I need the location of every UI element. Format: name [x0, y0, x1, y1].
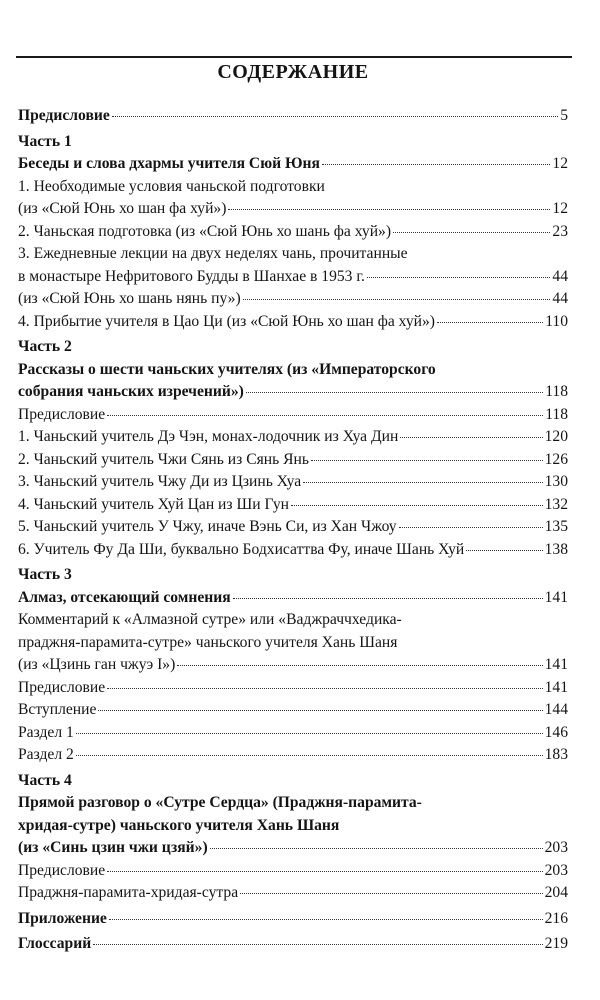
- toc-entry-text: Глоссарий: [18, 935, 92, 952]
- toc-title: СОДЕРЖАНИЕ: [217, 61, 369, 83]
- toc-entry-line: [18, 770, 568, 793]
- toc-page-number: 204: [544, 884, 568, 901]
- toc-entry-text: (из «Сюй Юнь хо шан фа хуй»): [18, 200, 227, 217]
- toc-entry: [18, 381, 568, 404]
- dot-leader: [303, 482, 542, 483]
- dot-leader: [393, 232, 550, 233]
- toc-entry: [18, 860, 568, 883]
- dot-leader: [246, 392, 543, 393]
- toc-entry-text: Вступление: [18, 701, 97, 718]
- dot-leader: [177, 665, 542, 666]
- toc-entry-line: [18, 632, 568, 655]
- toc-entry-text: 3. Чаньский учитель Чжу Ди из Цзинь Хуа: [18, 473, 302, 490]
- dot-leader: [243, 299, 551, 300]
- toc-entry: [18, 288, 568, 311]
- toc-page-number: 5: [560, 107, 568, 124]
- dot-leader: [98, 710, 542, 711]
- toc-page-number: 120: [544, 428, 568, 445]
- dot-leader: [93, 944, 542, 945]
- toc-entry: [18, 221, 568, 244]
- toc-page-number: 144: [544, 701, 568, 718]
- dot-leader: [233, 598, 543, 599]
- dot-leader: [322, 164, 550, 165]
- toc-entry: [18, 539, 568, 562]
- toc-entry-text: (из «Сюй Юнь хо шань нянь пу»): [18, 290, 241, 307]
- toc-page-number: 118: [545, 383, 568, 400]
- toc-entry-text: Предисловие: [18, 405, 106, 423]
- toc-list: [18, 105, 568, 956]
- toc-page-number: 118: [545, 405, 568, 423]
- toc-entry-text: Предисловие: [18, 678, 106, 696]
- dot-leader: [76, 755, 543, 756]
- toc-entry: [18, 722, 568, 745]
- dot-leader: [311, 460, 543, 461]
- toc-entry-text: Раздел 1: [18, 723, 74, 741]
- toc-entry-line: [18, 243, 568, 266]
- toc-entry-line: [18, 564, 568, 587]
- toc-entry: [18, 198, 568, 221]
- toc-entry: [18, 654, 568, 677]
- toc-entry-text: Предисловие: [18, 107, 110, 124]
- toc-entry: [18, 404, 568, 427]
- toc-entry-text: 4. Чаньский учитель Хуй Цан из Ши Гун: [18, 495, 290, 513]
- toc-page-number: 183: [544, 746, 568, 763]
- toc-entry-text: Комментарий к «Алмазной сутре» или «Ваджраччхедика-: [18, 611, 402, 628]
- dot-leader: [399, 527, 543, 528]
- toc-entry: [18, 426, 568, 449]
- toc-page-number: 138: [544, 540, 568, 558]
- toc-page-number: 219: [544, 935, 568, 952]
- toc-entry-text: Приложение: [18, 909, 107, 927]
- toc-page-number: 12: [552, 155, 568, 172]
- toc-entry: [18, 153, 568, 176]
- toc-page-number: 141: [544, 588, 568, 606]
- dot-leader: [107, 415, 543, 416]
- dot-leader: [367, 277, 551, 278]
- dot-leader: [112, 116, 558, 117]
- toc-entry: [18, 587, 568, 610]
- dot-leader: [76, 733, 543, 734]
- toc-entry: [18, 449, 568, 472]
- toc-entry-text: Алмаз, отсекающий сомнения: [18, 588, 231, 606]
- toc-page-number: 203: [544, 839, 568, 856]
- toc-entry: [18, 677, 568, 700]
- toc-page-number: 216: [544, 909, 568, 927]
- toc-entry-text: 1. Чаньский учитель Дэ Чэн, монах-лодочник из Хуа Дин: [18, 428, 399, 445]
- toc-entry-text: Прямой разговор о «Сутре Сердца» (Праджня-парамита-: [18, 794, 422, 811]
- toc-entry-text: Часть 3: [18, 566, 72, 583]
- toc-entry-text: 4. Прибытие учителя в Цао Ци (из «Сюй Юнь хо шан фа хуй»): [18, 312, 436, 330]
- toc-entry-text: праджня-парамита-сутре» чаньского учителя Хань Шаня: [18, 633, 398, 651]
- toc-entry-text: (из «Цзинь ган чжуэ I»): [18, 656, 176, 673]
- toc-page-number: 130: [544, 473, 568, 490]
- toc-entry-text: 2. Чаньская подготовка (из «Сюй Юнь хо шань фа хуй»): [18, 222, 392, 240]
- toc-page-number: 44: [552, 290, 568, 307]
- toc-entry-line: [18, 176, 568, 199]
- toc-entry-text: Рассказы о шести чаньских учителях (из «Императорского: [18, 360, 436, 378]
- dot-leader: [228, 209, 550, 210]
- toc-page-number: 141: [544, 678, 568, 696]
- toc-entry: [18, 266, 568, 289]
- toc-entry-text: 3. Ежедневные лекции на двух неделях чань, прочитанные: [18, 245, 408, 262]
- toc-entry-text: 5. Чаньский учитель У Чжу, иначе Вэнь Си, из Хан Чжоу: [18, 518, 397, 535]
- toc-page-number: 135: [544, 518, 568, 535]
- toc-entry: [18, 744, 568, 767]
- toc-entry: [18, 933, 568, 956]
- dot-leader: [107, 871, 542, 872]
- toc-entry-text: хридая-сутре) чаньского учителя Хань Шаня: [18, 816, 340, 834]
- dot-leader: [437, 322, 543, 323]
- toc-entry: [18, 494, 568, 517]
- toc-entry-text: Часть 1: [18, 132, 72, 150]
- toc-entry-text: в монастыре Нефритового Будды в Шанхае в 1953 г.: [18, 267, 365, 285]
- toc-entry-text: 1. Необходимые условия чаньской подготовки: [18, 177, 325, 195]
- toc-entry-text: (из «Синь цзин чжи цзяй»): [18, 839, 208, 856]
- toc-entry: [18, 471, 568, 494]
- toc-entry-line: [18, 815, 568, 838]
- toc-page-number: 110: [545, 312, 568, 330]
- toc-entry-text: 6. Учитель Фу Да Ши, буквально Бодхисаттва Фу, иначе Шань Хуй: [18, 540, 465, 558]
- dot-leader: [107, 688, 542, 689]
- toc-entry-text: Праджня-парамита-хридая-сутра: [18, 884, 239, 901]
- toc-entry-line: [18, 609, 568, 632]
- toc-entry: [18, 882, 568, 905]
- top-rule: [16, 56, 572, 58]
- toc-page-number: 141: [544, 656, 568, 673]
- dot-leader: [109, 919, 543, 920]
- toc-page-number: 203: [544, 861, 568, 879]
- toc-entry-text: 2. Чаньский учитель Чжи Сянь из Сянь Янь: [18, 450, 309, 468]
- toc-entry-line: [18, 131, 568, 154]
- toc-page-number: 132: [544, 495, 568, 513]
- toc-entry-text: собрания чаньских изречений»): [18, 383, 244, 400]
- toc-page-number: 126: [544, 450, 568, 468]
- toc-entry-text: Часть 4: [18, 771, 72, 789]
- toc-entry-text: Часть 2: [18, 338, 72, 355]
- dot-leader: [240, 893, 542, 894]
- dot-leader: [210, 848, 543, 849]
- toc-entry: [18, 699, 568, 722]
- toc-entry-line: [18, 336, 568, 359]
- toc-entry-line: [18, 359, 568, 382]
- toc-entry-text: Раздел 2: [18, 746, 74, 763]
- toc-entry: [18, 908, 568, 931]
- toc-page-number: 44: [552, 267, 568, 285]
- toc-page-number: 12: [552, 200, 568, 217]
- toc-entry: [18, 105, 568, 128]
- dot-leader: [291, 505, 543, 506]
- toc-page: [18, 56, 568, 956]
- dot-leader: [466, 550, 542, 551]
- dot-leader: [400, 437, 542, 438]
- toc-entry: [18, 311, 568, 334]
- toc-entry: [18, 516, 568, 539]
- toc-entry: [18, 837, 568, 860]
- toc-page-number: 23: [552, 222, 568, 240]
- toc-entry-line: [18, 792, 568, 815]
- toc-page-number: 146: [544, 723, 568, 741]
- toc-entry-text: Предисловие: [18, 861, 106, 879]
- toc-entry-text: Беседы и слова дхармы учителя Сюй Юня: [18, 155, 320, 172]
